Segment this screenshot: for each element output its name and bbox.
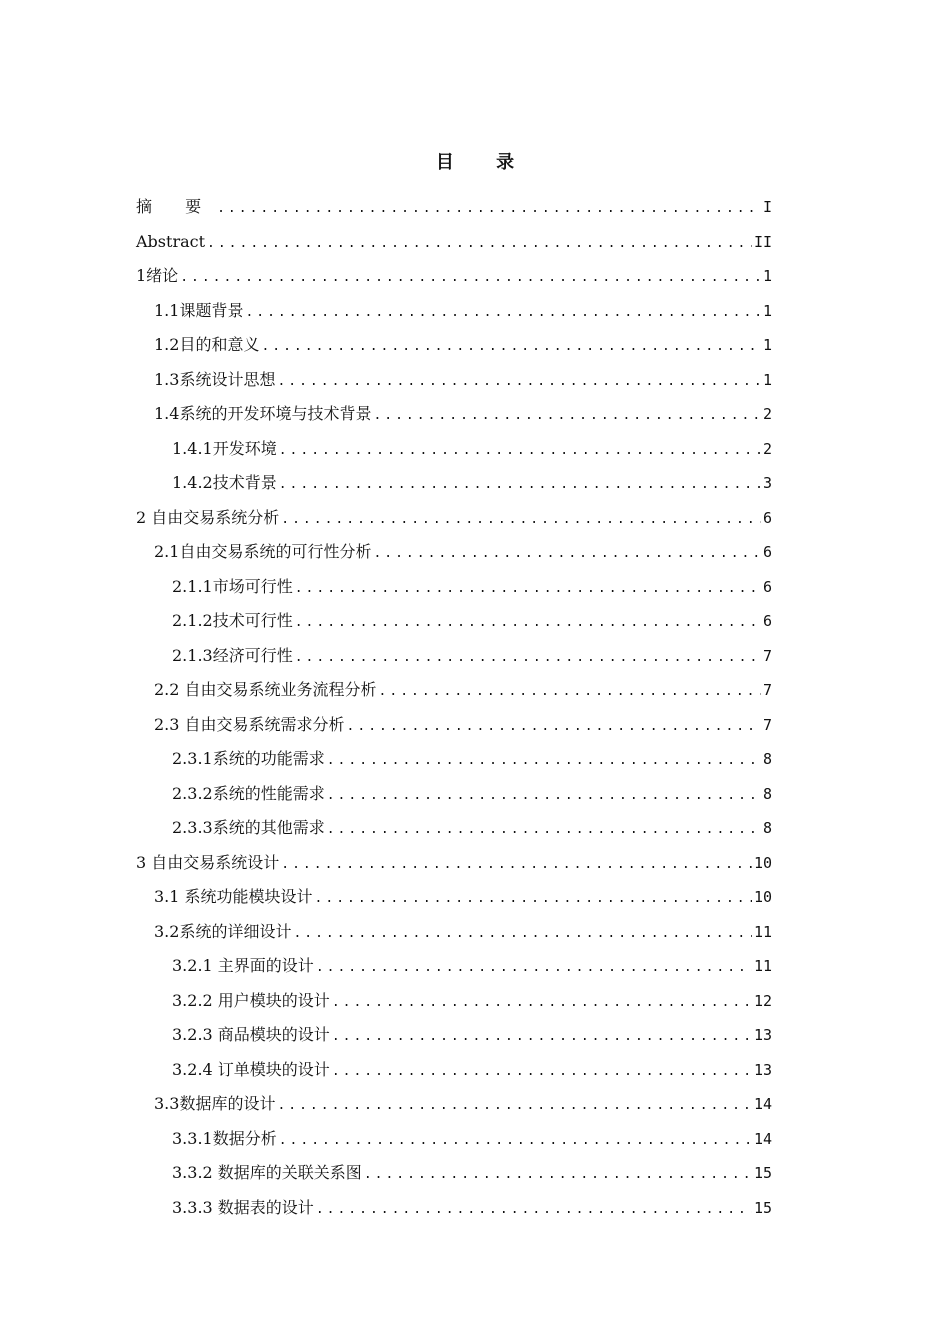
toc-entry-label: 3.3.2 数据库的关联关系图	[172, 1163, 362, 1182]
toc-entry[interactable]	[136, 535, 772, 570]
toc-entry-page-number: 1	[762, 336, 772, 354]
toc-entry[interactable]	[136, 1156, 772, 1191]
toc-entry-page-number: 14	[753, 1129, 772, 1148]
toc-entry[interactable]	[136, 811, 772, 846]
toc-leader-dots	[277, 365, 761, 400]
toc-entry-label: 2.2 自由交易系统业务流程分析	[154, 680, 377, 699]
toc-leader-dots	[373, 537, 761, 572]
toc-entry-page-number: 10	[753, 853, 772, 872]
toc-leader-dots	[295, 641, 761, 676]
toc-entry[interactable]	[136, 1122, 772, 1157]
toc-entry-label: 2.3.2系统的性能需求	[172, 783, 325, 803]
toc-leader-dots	[281, 503, 761, 538]
toc-entry-page-number: 7	[762, 646, 772, 665]
toc-entry-page-number: 11	[753, 922, 772, 941]
toc-entry-label: 3.2.3 商品模块的设计	[172, 1025, 330, 1044]
toc-leader-dots	[295, 572, 761, 607]
toc-entry[interactable]	[136, 742, 772, 777]
toc-entry-page-number: 6	[762, 612, 772, 630]
toc-leader-dots	[279, 1124, 752, 1159]
toc-entry[interactable]	[136, 777, 772, 812]
toc-leader-dots	[327, 813, 761, 848]
toc-entry[interactable]	[136, 639, 772, 674]
toc-leader-dots	[347, 710, 761, 745]
toc-entry-page-number: 1	[762, 370, 772, 389]
toc-entry[interactable]	[136, 1191, 772, 1226]
toc-entry-label: Abstract	[136, 231, 206, 251]
toc-entry[interactable]	[136, 328, 772, 363]
toc-entry-page-number: 8	[762, 750, 772, 768]
toc-entry-label: 摘 要	[136, 197, 216, 216]
toc-entry-label: 2.3.1系统的功能需求	[172, 749, 325, 768]
toc-entry-label: 2 自由交易系统分析	[136, 507, 280, 527]
toc-leader-dots	[180, 261, 761, 296]
toc-entry-label: 3.3.1数据分析	[172, 1128, 277, 1148]
toc-entry-label: 1绪论	[136, 266, 179, 285]
table-of-contents	[136, 190, 772, 1225]
toc-entry[interactable]	[136, 294, 772, 329]
toc-leader-dots	[379, 675, 761, 710]
toc-leader-dots	[217, 192, 761, 227]
toc-entry-page-number: 2	[762, 439, 772, 458]
toc-entry-label: 1.3系统设计思想	[154, 369, 276, 389]
toc-entry-page-number: 13	[753, 1060, 772, 1079]
toc-entry-label: 2.1自由交易系统的可行性分析	[154, 542, 372, 561]
toc-entry[interactable]	[136, 466, 772, 501]
toc-entry-page-number: 8	[762, 784, 772, 803]
toc-entry-page-number: 6	[762, 543, 772, 561]
toc-entry[interactable]	[136, 915, 772, 950]
toc-entry[interactable]	[136, 949, 772, 984]
toc-entry-label: 1.4系统的开发环境与技术背景	[154, 404, 372, 423]
toc-entry[interactable]	[136, 259, 772, 294]
toc-leader-dots	[332, 1055, 752, 1090]
toc-leader-dots	[316, 951, 752, 986]
toc-entry-label: 3 自由交易系统设计	[136, 852, 280, 872]
toc-leader-dots	[315, 882, 752, 917]
toc-entry-page-number: II	[753, 232, 772, 251]
toc-entry[interactable]	[136, 846, 772, 881]
toc-entry-page-number: 7	[762, 715, 772, 734]
toc-entry[interactable]	[136, 225, 772, 260]
toc-entry-label: 2.1.2技术可行性	[172, 611, 293, 630]
toc-entry[interactable]	[136, 501, 772, 536]
toc-entry-label: 2.1.3经济可行性	[172, 645, 293, 665]
toc-entry-page-number: 10	[753, 888, 772, 906]
toc-entry[interactable]	[136, 190, 772, 225]
toc-entry-page-number: 1	[762, 267, 772, 285]
toc-entry[interactable]	[136, 708, 772, 743]
toc-entry[interactable]	[136, 397, 772, 432]
toc-leader-dots	[327, 779, 761, 814]
toc-entry[interactable]	[136, 673, 772, 708]
toc-entry[interactable]	[136, 1053, 772, 1088]
toc-entry-page-number: 11	[753, 957, 772, 975]
toc-leader-dots	[332, 1020, 752, 1055]
toc-leader-dots	[277, 1089, 751, 1124]
toc-leader-dots	[316, 1193, 752, 1228]
toc-entry-page-number: 14	[753, 1095, 772, 1113]
toc-entry-page-number: 8	[762, 819, 772, 837]
toc-entry-page-number: 3	[762, 474, 772, 492]
toc-leader-dots	[279, 468, 761, 503]
toc-entry-label: 3.2系统的详细设计	[154, 921, 292, 941]
toc-leader-dots	[332, 986, 752, 1021]
toc-entry[interactable]	[136, 1087, 772, 1122]
toc-leader-dots	[279, 434, 761, 469]
toc-entry-label: 3.2.4 订单模块的设计	[172, 1059, 330, 1079]
toc-entry-page-number: 7	[762, 681, 772, 699]
toc-entry-page-number: I	[762, 198, 772, 216]
toc-entry-page-number: 12	[753, 991, 772, 1010]
toc-entry-label: 2.1.1市场可行性	[172, 576, 293, 596]
toc-entry-label: 1.4.2技术背景	[172, 473, 277, 492]
toc-entry[interactable]	[136, 363, 772, 398]
toc-entry-page-number: 13	[753, 1026, 772, 1044]
toc-leader-dots	[261, 330, 761, 365]
toc-entry-page-number: 15	[753, 1164, 772, 1182]
toc-leader-dots	[364, 1158, 752, 1193]
toc-entry-page-number: 6	[762, 577, 772, 596]
toc-entry-label: 1.4.1开发环境	[172, 438, 277, 458]
toc-leader-dots	[373, 399, 761, 434]
toc-leader-dots	[207, 227, 752, 262]
toc-entry[interactable]	[136, 432, 772, 467]
toc-entry[interactable]	[136, 1018, 772, 1053]
toc-entry[interactable]	[136, 570, 772, 605]
toc-entry[interactable]	[136, 984, 772, 1019]
toc-entry-label: 3.1 系统功能模块设计	[154, 887, 313, 906]
toc-leader-dots	[327, 744, 761, 779]
toc-entry-label: 3.2.2 用户模块的设计	[172, 990, 330, 1010]
toc-entry-label: 3.3数据库的设计	[154, 1094, 276, 1113]
toc-entry-page-number: 6	[762, 508, 772, 527]
toc-title: 目 录	[435, 152, 533, 173]
toc-entry-label: 3.3.3 数据表的设计	[172, 1197, 314, 1217]
toc-leader-dots	[293, 917, 751, 952]
toc-entry-page-number: 1	[762, 301, 772, 320]
toc-entry-label: 1.2目的和意义	[154, 335, 260, 354]
toc-entry[interactable]	[136, 604, 772, 639]
toc-entry-page-number: 2	[762, 405, 772, 423]
toc-entry-label: 3.2.1 主界面的设计	[172, 956, 314, 975]
toc-entry-label: 2.3.3系统的其他需求	[172, 818, 325, 837]
toc-entry-page-number: 15	[753, 1198, 772, 1217]
toc-leader-dots	[245, 296, 761, 331]
toc-leader-dots	[281, 848, 752, 883]
toc-entry-label: 2.3 自由交易系统需求分析	[154, 714, 345, 734]
toc-leader-dots	[295, 606, 761, 641]
toc-entry-label: 1.1课题背景	[154, 300, 244, 320]
toc-entry[interactable]	[136, 880, 772, 915]
